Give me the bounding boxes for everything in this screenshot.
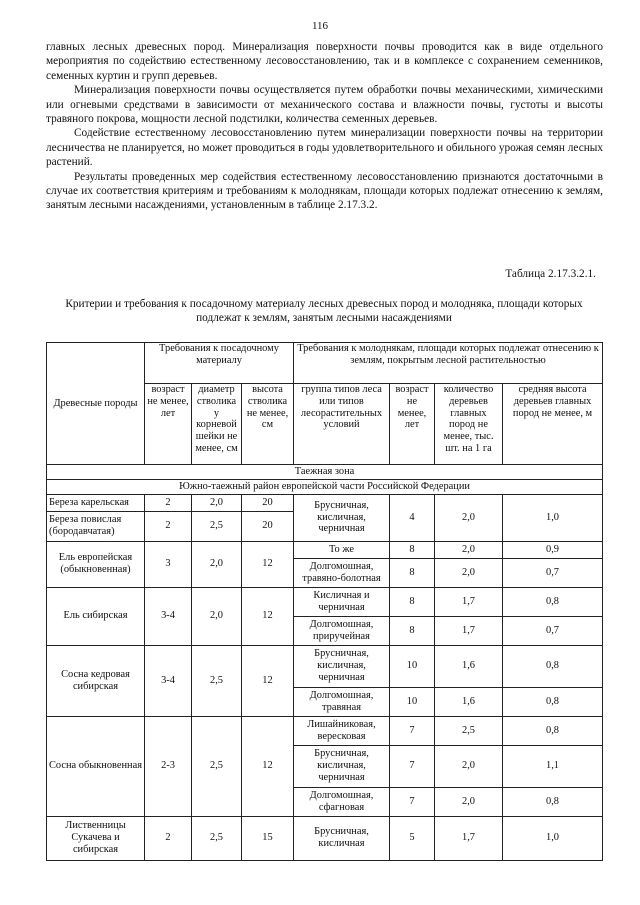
header-tree-count: количество деревьев главных пород не менее, тыс. шт. на 1 га [435, 384, 503, 465]
young-age-cell: 8 [390, 587, 435, 616]
age-cell: 2 [145, 494, 192, 511]
height-cell: 12 [242, 716, 294, 816]
forest-type-cell: Кисличная и черничная [294, 587, 390, 616]
diameter-cell: 2,5 [192, 716, 242, 816]
page-number: 116 [311, 20, 329, 32]
avg-height-cell: 0,7 [503, 558, 603, 587]
height-cell: 12 [242, 541, 294, 587]
avg-height-cell: 0,8 [503, 645, 603, 687]
species-cell: Лиственницы Сукачева и сибирская [47, 816, 145, 860]
header-age: возраст не менее, лет [145, 384, 192, 465]
young-age-cell: 7 [390, 745, 435, 787]
diameter-cell: 2,5 [192, 645, 242, 716]
young-age-cell: 8 [390, 616, 435, 645]
header-species: Древесные породы [47, 343, 145, 465]
avg-height-cell: 0,8 [503, 687, 603, 716]
avg-height-cell: 0,7 [503, 616, 603, 645]
age-cell: 3 [145, 541, 192, 587]
avg-height-cell: 1,0 [503, 816, 603, 860]
forest-type-cell: Брусничная, кисличная, черничная [294, 745, 390, 787]
species-cell: Ель европейская (обыкновенная) [47, 541, 145, 587]
forest-type-cell: Долгомошная, травяная [294, 687, 390, 716]
requirements-table [46, 342, 603, 861]
zone-label: Таежная зона [47, 465, 603, 480]
forest-type-cell: Долгомошная, приручейная [294, 616, 390, 645]
species-cell: Береза повислая (бородавчатая) [47, 511, 145, 541]
paragraph: Содействие естественному лесовосстановлению путем минерализации поверхности почвы на территории лесничества не планируется, но может проводиться в годы удовлетворительного и обильного урожая семян лесных растений. [46, 127, 603, 169]
forest-type-cell: Брусничная, кисличная, черничная [294, 494, 390, 541]
diameter-cell: 2,5 [192, 511, 242, 541]
diameter-cell: 2,0 [192, 541, 242, 587]
diameter-cell: 2,0 [192, 494, 242, 511]
paragraph: Минерализация поверхности почвы осуществляется путем обработки почвы механическими, химическими или огневыми средствами в зависимости от механического состава и влажности почвы, густоты и высоты травяного покрова, мощности лесной подстилки, количества семенных деревьев. [46, 84, 603, 126]
count-cell: 2,0 [435, 558, 503, 587]
young-age-cell: 10 [390, 687, 435, 716]
header-avg-height: средняя высота деревьев главных пород не менее, м [503, 384, 603, 465]
avg-height-cell: 1,1 [503, 745, 603, 787]
forest-type-cell: Брусничная, кисличная [294, 816, 390, 860]
header-row [47, 343, 603, 384]
count-cell: 1,6 [435, 645, 503, 687]
height-cell: 20 [242, 494, 294, 511]
height-cell: 15 [242, 816, 294, 860]
age-cell: 2 [145, 816, 192, 860]
count-cell: 2,0 [435, 745, 503, 787]
species-cell: Ель сибирская [47, 587, 145, 645]
paragraph: главных лесных древесных пород. Минерализация поверхности почвы проводится как в виде отдельного мероприятия по содействию естественному лесовосстановлению, так и в комплексе с сохранением семенников, семенных куртин и групп деревьев. [46, 41, 603, 82]
region-row [47, 479, 603, 494]
age-cell: 3-4 [145, 645, 192, 716]
avg-height-cell: 0,8 [503, 787, 603, 816]
paragraph: Результаты проведенных мер содействия естественному лесовосстановлению признаются достаточными в случае их соответствия критериям и требованиям к молоднякам, площади которых подлежат отнесению к землям, занятым лесными насаждениями, установленным в таблице 2.17.3.2. [46, 170, 603, 212]
count-cell: 1,7 [435, 587, 503, 616]
zone-row [47, 465, 603, 480]
forest-type-cell: Долгомошная, сфагновая [294, 787, 390, 816]
table-row [47, 645, 603, 687]
young-age-cell: 7 [390, 716, 435, 745]
species-cell: Сосна кедровая сибирская [47, 645, 145, 716]
young-age-cell: 8 [390, 558, 435, 587]
young-age-cell: 7 [390, 787, 435, 816]
height-cell: 12 [242, 645, 294, 716]
count-cell: 2,5 [435, 716, 503, 745]
count-cell: 2,0 [435, 541, 503, 558]
age-cell: 2-3 [145, 716, 192, 816]
diameter-cell: 2,5 [192, 816, 242, 860]
age-cell: 3-4 [145, 587, 192, 645]
header-planting-group: Требования к посадочному материалу [145, 343, 294, 384]
table-caption: Критерии и требования к посадочному материалу лесных древесных пород и молодняка, площади которых подлежат к землям, занятым лесными насаждениями [65, 298, 583, 325]
diameter-cell: 2,0 [192, 587, 242, 645]
count-cell: 2,0 [435, 494, 503, 541]
forest-type-cell: Брусничная, кисличная, черничная [294, 645, 390, 687]
young-age-cell: 8 [390, 541, 435, 558]
count-cell: 1,6 [435, 687, 503, 716]
count-cell: 1,7 [435, 816, 503, 860]
forest-type-cell: Долгомошная, травяно-болотная [294, 558, 390, 587]
avg-height-cell: 0,9 [503, 541, 603, 558]
table-row [47, 541, 603, 558]
height-cell: 12 [242, 587, 294, 645]
avg-height-cell: 0,8 [503, 587, 603, 616]
table-row [47, 716, 603, 745]
height-cell: 20 [242, 511, 294, 541]
avg-height-cell: 0,8 [503, 716, 603, 745]
header-diameter: диаметр стволика у корневой шейки не менее, см [192, 384, 242, 465]
region-label: Южно-таежный район европейской части Российской Федерации [47, 479, 603, 494]
header-young-age: возраст не менее, лет [390, 384, 435, 465]
body-text [46, 40, 603, 213]
forest-type-cell: То же [294, 541, 390, 558]
count-cell: 1,7 [435, 616, 503, 645]
age-cell: 2 [145, 511, 192, 541]
forest-type-cell: Лишайниковая, вересковая [294, 716, 390, 745]
table-number: Таблица 2.17.3.2.1. [505, 268, 596, 280]
young-age-cell: 4 [390, 494, 435, 541]
young-age-cell: 5 [390, 816, 435, 860]
table-row [47, 494, 603, 511]
avg-height-cell: 1,0 [503, 494, 603, 541]
table-row [47, 587, 603, 616]
species-cell: Сосна обыкновенная [47, 716, 145, 816]
young-age-cell: 10 [390, 645, 435, 687]
header-young-group: Требования к молоднякам, площади которых подлежат отнесению к землям, покрытым лесной растительностью [294, 343, 603, 384]
count-cell: 2,0 [435, 787, 503, 816]
table-row [47, 816, 603, 860]
species-cell: Береза карельская [47, 494, 145, 511]
header-forest-type: группа типов леса или типов лесорастительных условий [294, 384, 390, 465]
header-height: высота стволика не менее, см [242, 384, 294, 465]
